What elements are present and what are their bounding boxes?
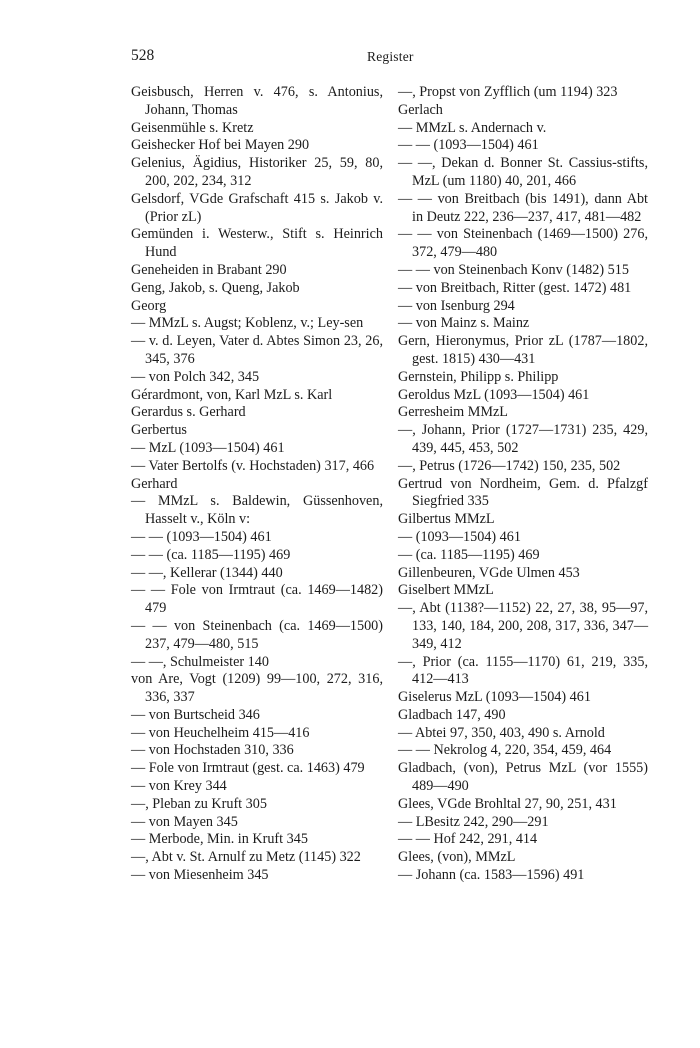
index-entry: —, Abt v. St. Arnulf zu Metz (1145) 322 <box>131 849 361 866</box>
index-entry: — — von Breitbach (bis 1491), dann Abt in Deutz 222, 236—237, 417, 481—482 <box>398 190 648 225</box>
index-entry: —, Johann, Prior (1727—1731) 235, 429, 439, 445, 453, 502 <box>398 422 648 456</box>
index-entry: — —, Dekan d. Bonner St. Cassius-stifts, MzL (um 1180) 40, 201, 466 <box>398 155 648 189</box>
running-head: Register <box>367 49 414 64</box>
index-entry: Gelsdorf, VGde Grafschaft 415 s. Jakob v. (Prior zL) <box>131 190 383 225</box>
index-entry: — —, Schulmeister 140 <box>131 653 269 670</box>
index-entry: von Are, Vogt (1209) 99—100, 272, 316, 336, 337 <box>131 671 383 706</box>
index-entry: — von Polch 342, 345 <box>131 368 260 385</box>
index-entry: Glees, (von), MMzL <box>398 849 516 866</box>
index-entry: —, Abt (1138?—1152) 22, 27, 38, 95—97, 133, 140, 184, 200, 208, 317, 336, 347—349, 412 <box>398 600 648 652</box>
index-entry: Gérardmont, von, Karl MzL s. Karl <box>131 386 333 403</box>
index-entry: Giselbert MMzL <box>398 582 494 599</box>
index-entry: — von Burtscheid 346 <box>131 706 260 723</box>
index-entry: Geishecker Hof bei Mayen 290 <box>131 137 310 154</box>
index-entry: Gernstein, Philipp s. Philipp <box>398 368 559 385</box>
page-number: 528 <box>131 47 155 64</box>
index-entry: — von Mayen 345 <box>131 813 238 830</box>
index-entry: Gladbach 147, 490 <box>398 706 506 723</box>
index-entry: Geneheiden in Brabant 290 <box>131 261 287 278</box>
index-entry: — — (1093—1504) 461 <box>398 137 539 154</box>
index-entry: — (1093—1504) 461 <box>398 528 521 545</box>
index-entry: — — (ca. 1185—1195) 469 <box>131 546 291 563</box>
index-entry: Gerardus s. Gerhard <box>131 404 246 421</box>
index-column-right <box>398 84 648 885</box>
index-entry: — MMzL s. Baldewin, Güssenhoven, Hasselt v., Köln v: <box>131 493 383 528</box>
index-entry: — v. d. Leyen, Vater d. Abtes Simon 23, 26, 345, 376 <box>131 333 383 367</box>
index-entry: Gerbertus <box>131 422 187 439</box>
index-entry: — von Breitbach, Ritter (gest. 1472) 481 <box>398 279 632 296</box>
index-entry: — Fole von Irmtraut (gest. ca. 1463) 479 <box>131 760 365 777</box>
index-entry: — — Fole von Irmtraut (ca. 1469—1482) 479 <box>131 582 383 617</box>
index-entry: Gillenbeuren, VGde Ulmen 453 <box>398 564 580 581</box>
index-entry: — Abtei 97, 350, 403, 490 s. Arnold <box>398 724 605 741</box>
index-entry: — Merbode, Min. in Kruft 345 <box>131 831 308 848</box>
index-column-left <box>131 84 383 885</box>
index-entry: Gerlach <box>398 101 443 118</box>
index-entry: — — Nekrolog 4, 220, 354, 459, 464 <box>398 742 612 759</box>
index-entry: — MzL (1093—1504) 461 <box>131 439 285 456</box>
index-entry: — (ca. 1185—1195) 469 <box>398 546 540 563</box>
index-entry: —, Petrus (1726—1742) 150, 235, 502 <box>398 457 621 474</box>
index-entry: —, Prior (ca. 1155—1170) 61, 219, 335, 412—413 <box>398 653 648 688</box>
index-entry: Gertrud von Nordheim, Gem. d. Pfalzgf Siegfried 335 <box>398 475 648 510</box>
index-entry: Gelenius, Ägidius, Historiker 25, 59, 80, 200, 202, 234, 312 <box>131 155 383 189</box>
index-entry: — von Miesenheim 345 <box>131 867 269 884</box>
index-entry: Gladbach, (von), Petrus MzL (vor 1555) 489—490 <box>398 760 648 795</box>
index-entry: — — (1093—1504) 461 <box>131 528 272 545</box>
index-entry: Glees, VGde Brohltal 27, 90, 251, 431 <box>398 795 617 812</box>
index-entry: — — von Steinenbach Konv (1482) 515 <box>398 261 629 278</box>
index-entry: — von Heuchelheim 415—416 <box>131 724 310 741</box>
index-entry: Geisbusch, Herren v. 476, s. Antonius, Johann, Thomas <box>131 84 383 118</box>
index-entry: Geisenmühle s. Kretz <box>131 119 254 136</box>
index-entry: — —, Kellerar (1344) 440 <box>131 564 283 581</box>
index-entry: — — Hof 242, 291, 414 <box>398 831 538 848</box>
index-entry: — Johann (ca. 1583—1596) 491 <box>398 867 585 884</box>
index-entry: —, Pleban zu Kruft 305 <box>131 795 267 812</box>
index-entry: Gerhard <box>131 475 178 492</box>
index-entry: — — von Steinenbach (1469—1500) 276, 372, 479—480 <box>398 226 648 261</box>
index-entry: Geng, Jakob, s. Queng, Jakob <box>131 279 300 296</box>
index-entry: — LBesitz 242, 290—291 <box>398 813 549 830</box>
index-entry: Gemünden i. Westerw., Stift s. Heinrich Hund <box>131 226 383 261</box>
index-entry: Georg <box>131 297 167 314</box>
index-entry: Gern, Hieronymus, Prior zL (1787—1802, gest. 1815) 430—431 <box>398 333 648 367</box>
index-entry: — Vater Bertolfs (v. Hochstaden) 317, 466 <box>131 457 375 474</box>
index-entry: — — von Steinenbach (ca. 1469—1500) 237, 479—480, 515 <box>131 617 383 652</box>
index-entry: — MMzL s. Andernach v. <box>398 119 547 136</box>
index-entry: —, Propst von Zyfflich (um 1194) 323 <box>398 84 618 100</box>
index-entry: Giselerus MzL (1093—1504) 461 <box>398 689 591 706</box>
index-entry: — MMzL s. Augst; Koblenz, v.; Ley-sen <box>131 315 364 332</box>
index-entry: — von Mainz s. Mainz <box>398 315 530 332</box>
index-entry: — von Krey 344 <box>131 778 227 795</box>
index-entry: — von Isenburg 294 <box>398 297 515 314</box>
index-entry: Geroldus MzL (1093—1504) 461 <box>398 386 590 403</box>
index-entry: — von Hochstaden 310, 336 <box>131 742 294 759</box>
index-entry: Gerresheim MMzL <box>398 404 508 421</box>
index-entry: Gilbertus MMzL <box>398 511 495 528</box>
